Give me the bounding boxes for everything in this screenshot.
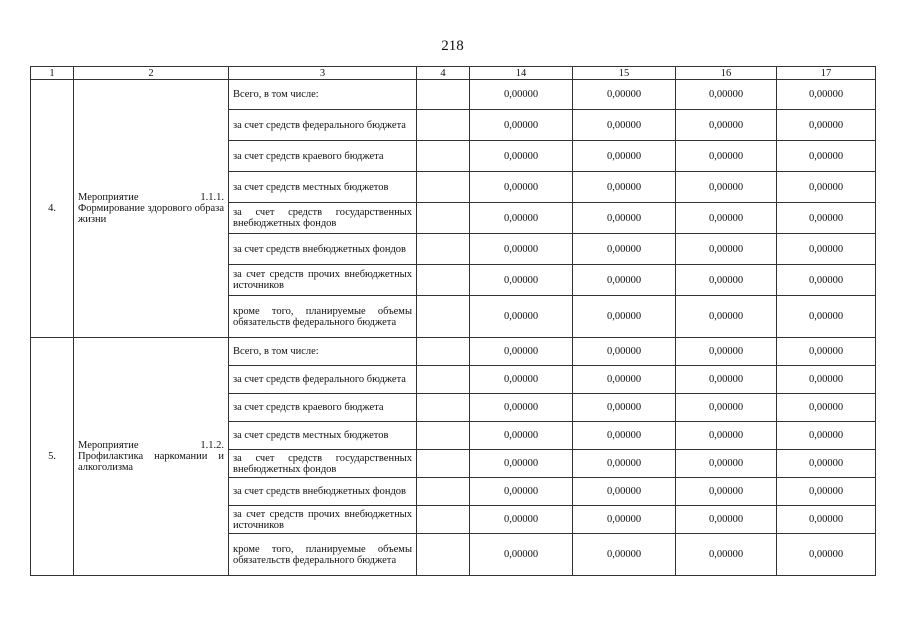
- funding-source: за счет средств федерального бюджета: [229, 366, 417, 394]
- value-15: 0,00000: [573, 450, 676, 478]
- value-16: 0,00000: [676, 450, 777, 478]
- value-16: 0,00000: [676, 80, 777, 110]
- value-17: 0,00000: [777, 203, 876, 234]
- value-15: 0,00000: [573, 141, 676, 172]
- activity-name: Мероприятие 1.1.2. Профилактика наркомании и алкоголизма: [74, 338, 229, 576]
- value-15: 0,00000: [573, 110, 676, 141]
- funding-source: за счет средств государственных внебюджетных фондов: [229, 450, 417, 478]
- value-15: 0,00000: [573, 234, 676, 265]
- value-15: 0,00000: [573, 203, 676, 234]
- header-cell: 16: [676, 67, 777, 80]
- column-4-cell: [417, 265, 470, 296]
- value-15: 0,00000: [573, 394, 676, 422]
- header-cell: 17: [777, 67, 876, 80]
- funding-source: за счет средств государственных внебюджетных фондов: [229, 203, 417, 234]
- column-4-cell: [417, 338, 470, 366]
- header-cell: 15: [573, 67, 676, 80]
- value-15: 0,00000: [573, 296, 676, 338]
- value-15: 0,00000: [573, 338, 676, 366]
- table-row: [31, 80, 876, 110]
- column-4-cell: [417, 234, 470, 265]
- funding-source: за счет средств местных бюджетов: [229, 172, 417, 203]
- column-4-cell: [417, 110, 470, 141]
- value-14: 0,00000: [470, 450, 573, 478]
- value-17: 0,00000: [777, 450, 876, 478]
- value-14: 0,00000: [470, 296, 573, 338]
- value-17: 0,00000: [777, 422, 876, 450]
- value-17: 0,00000: [777, 394, 876, 422]
- value-14: 0,00000: [470, 534, 573, 576]
- funding-source: за счет средств местных бюджетов: [229, 422, 417, 450]
- value-15: 0,00000: [573, 265, 676, 296]
- value-14: 0,00000: [470, 172, 573, 203]
- column-4-cell: [417, 450, 470, 478]
- funding-source: за счет средств краевого бюджета: [229, 141, 417, 172]
- value-15: 0,00000: [573, 80, 676, 110]
- value-17: 0,00000: [777, 478, 876, 506]
- value-17: 0,00000: [777, 141, 876, 172]
- value-17: 0,00000: [777, 296, 876, 338]
- table-row: [31, 338, 876, 366]
- funding-source: кроме того, планируемые объемы обязательств федерального бюджета: [229, 534, 417, 576]
- value-16: 0,00000: [676, 141, 777, 172]
- value-17: 0,00000: [777, 506, 876, 534]
- funding-source: за счет средств внебюджетных фондов: [229, 478, 417, 506]
- header-cell: 14: [470, 67, 573, 80]
- column-4-cell: [417, 478, 470, 506]
- column-4-cell: [417, 394, 470, 422]
- value-14: 0,00000: [470, 338, 573, 366]
- value-15: 0,00000: [573, 506, 676, 534]
- funding-source: за счет средств федерального бюджета: [229, 110, 417, 141]
- header-cell: 1: [31, 67, 74, 80]
- row-index: 5.: [31, 338, 74, 576]
- header-cell: 4: [417, 67, 470, 80]
- value-14: 0,00000: [470, 234, 573, 265]
- value-16: 0,00000: [676, 478, 777, 506]
- value-15: 0,00000: [573, 172, 676, 203]
- funding-source: за счет средств внебюджетных фондов: [229, 234, 417, 265]
- value-17: 0,00000: [777, 80, 876, 110]
- value-15: 0,00000: [573, 422, 676, 450]
- header-row: [31, 67, 876, 80]
- value-15: 0,00000: [573, 534, 676, 576]
- value-14: 0,00000: [470, 203, 573, 234]
- value-14: 0,00000: [470, 478, 573, 506]
- value-16: 0,00000: [676, 296, 777, 338]
- column-4-cell: [417, 506, 470, 534]
- column-4-cell: [417, 296, 470, 338]
- header-cell: 3: [229, 67, 417, 80]
- row-index: 4.: [31, 80, 74, 338]
- value-16: 0,00000: [676, 534, 777, 576]
- value-17: 0,00000: [777, 338, 876, 366]
- column-4-cell: [417, 141, 470, 172]
- value-16: 0,00000: [676, 234, 777, 265]
- funding-source: кроме того, планируемые объемы обязательств федерального бюджета: [229, 296, 417, 338]
- page-number: 218: [441, 38, 464, 54]
- value-14: 0,00000: [470, 366, 573, 394]
- value-17: 0,00000: [777, 265, 876, 296]
- value-16: 0,00000: [676, 366, 777, 394]
- value-16: 0,00000: [676, 265, 777, 296]
- column-4-cell: [417, 422, 470, 450]
- value-17: 0,00000: [777, 110, 876, 141]
- value-14: 0,00000: [470, 422, 573, 450]
- column-4-cell: [417, 80, 470, 110]
- value-16: 0,00000: [676, 203, 777, 234]
- funding-source: за счет средств прочих внебюджетных источников: [229, 265, 417, 296]
- value-16: 0,00000: [676, 394, 777, 422]
- value-14: 0,00000: [470, 265, 573, 296]
- value-15: 0,00000: [573, 478, 676, 506]
- budget-table: [30, 66, 876, 576]
- column-4-cell: [417, 366, 470, 394]
- value-14: 0,00000: [470, 80, 573, 110]
- value-16: 0,00000: [676, 172, 777, 203]
- value-16: 0,00000: [676, 422, 777, 450]
- funding-source: за счет средств краевого бюджета: [229, 394, 417, 422]
- column-4-cell: [417, 534, 470, 576]
- funding-source: Всего, в том числе:: [229, 80, 417, 110]
- value-17: 0,00000: [777, 172, 876, 203]
- value-16: 0,00000: [676, 110, 777, 141]
- column-4-cell: [417, 172, 470, 203]
- funding-source: Всего, в том числе:: [229, 338, 417, 366]
- value-14: 0,00000: [470, 141, 573, 172]
- value-17: 0,00000: [777, 366, 876, 394]
- funding-source: за счет средств прочих внебюджетных источников: [229, 506, 417, 534]
- value-16: 0,00000: [676, 506, 777, 534]
- activity-name: Мероприятие 1.1.1. Формирование здорового образа жизни: [74, 80, 229, 338]
- column-4-cell: [417, 203, 470, 234]
- value-14: 0,00000: [470, 506, 573, 534]
- value-14: 0,00000: [470, 394, 573, 422]
- value-17: 0,00000: [777, 234, 876, 265]
- value-16: 0,00000: [676, 338, 777, 366]
- header-cell: 2: [74, 67, 229, 80]
- value-15: 0,00000: [573, 366, 676, 394]
- value-17: 0,00000: [777, 534, 876, 576]
- value-14: 0,00000: [470, 110, 573, 141]
